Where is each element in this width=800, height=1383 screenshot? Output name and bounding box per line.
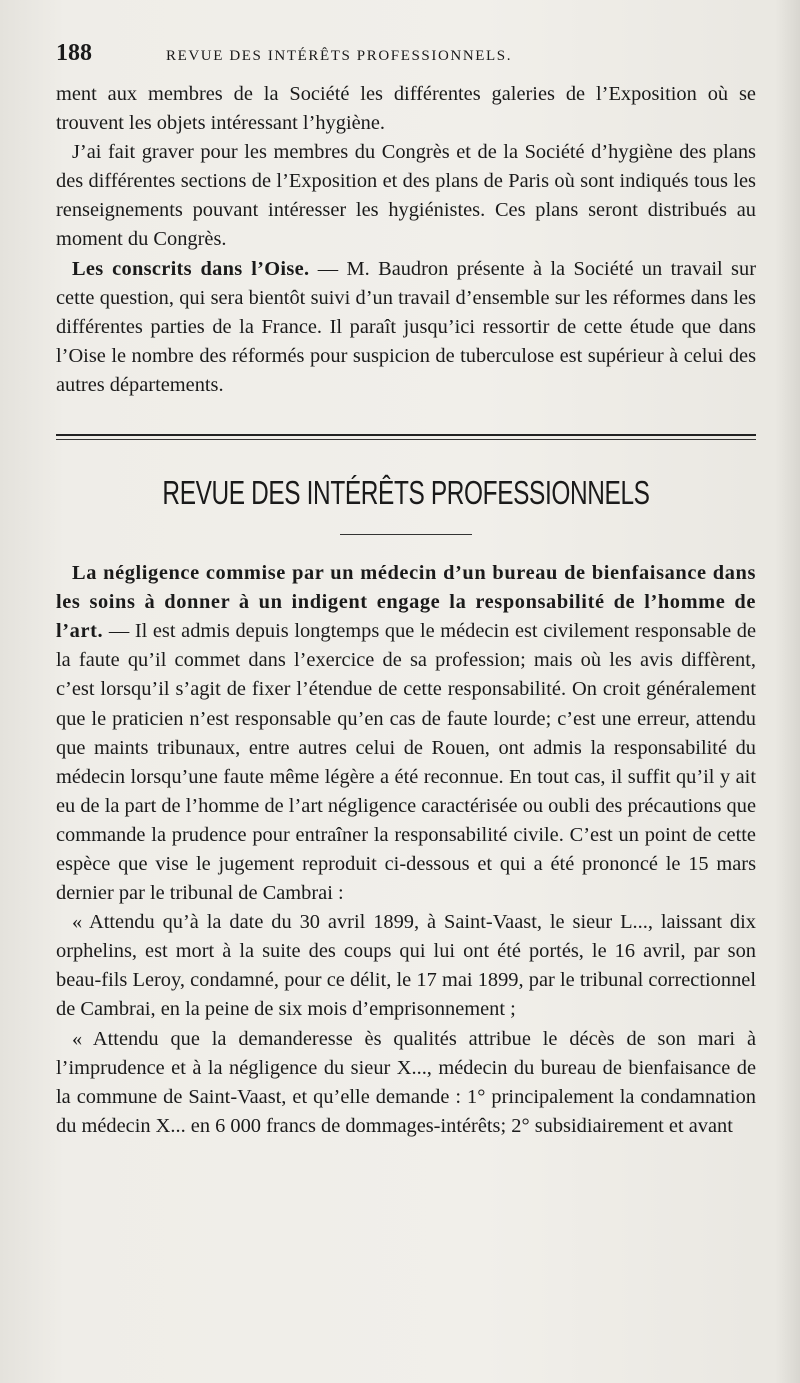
page-gutter-shadow <box>774 0 800 1383</box>
paragraph-conscrits <box>56 255 756 400</box>
paragraph-attendu-1: « Attendu qu’à la date du 30 avril 1899, à Saint-Vaast, le sieur L..., laissant dix orphelins, est mort à la suite des coups qui lui ont été portés, le 16 avril, par son beau-fils Leroy, condamné, pour ce délit, le 17 mai 1899, par le tribunal correctionnel de Cambrai, en la peine de six mois d’emprisonnement ; <box>56 911 756 1021</box>
paragraph-negligence <box>56 559 756 908</box>
paragraph-lead-negligence: La négligence commise par un médecin d’un bureau de bienfaisance dans les soins à donner à un indigent engage la responsabilité de l’homme de l’art. <box>56 562 756 643</box>
paragraph-attendu-2: « Attendu que la demanderesse ès qualités attribue le décès de son mari à l’imprudence et à la négligence du sieur X..., médecin du bureau de bienfaisance de la commune de Saint-Vaast, et qu’elle demande : 1° principalement la condamnation du médecin X... en 6 000 francs de dommages-intérêts; 2° subsidiairement et avant <box>56 1027 756 1137</box>
page-number: 188 <box>56 40 92 66</box>
running-title: REVUE DES INTÉRÊTS PROFESSIONNELS. <box>166 48 513 64</box>
paragraph-body-negligence: — Il est admis depuis longtemps que le médecin est civilement responsable de la faute qu’il commet dans l’exercice de sa profession; mais où les avis diffèrent, c’est lorsqu’il s’agit de fixer l’étendue de cette responsabilité. On croit généralement que le praticien n’est responsable qu’en cas de faute lourde; c’est une erreur, attendu que maints tribunaux, entre autres celui de Rouen, ont admis la responsabilité du médecin lorsqu’une faute même légère a été reconnue. En tout cas, il suffit qu’il y ait eu de la part de l’homme de l’art négligence caractérisée ou oubli des précautions que commande la prudence pour entraîner la responsabilité civile. C’est un point de cette espèce que vise le jugement reproduit ci-dessous et qui a été prononcé le 15 mars dernier par le tribunal de Cambrai : <box>56 620 756 905</box>
rule-thick <box>56 434 756 436</box>
double-rule-divider <box>56 434 756 440</box>
short-rule <box>340 534 472 535</box>
paragraph-lead-conscrits: Les conscrits dans l’Oise. <box>72 257 310 280</box>
running-header <box>56 40 756 80</box>
paragraph-body-conscrits: — M. Baudron présente à la Société un travail sur cette question, qui sera bientôt suivi d’un travail d’ensemble sur les réformes dans les différentes parties de la France. Il paraît jusqu’ici ressortir de cette étude que dans l’Oise le nombre des réformés pour suspicion de tuberculose est supérieur à celui des autres départements. <box>56 257 756 396</box>
paragraph-continued: ment aux membres de la Société les différentes galeries de l’Exposition où se trouvent les objets intéressant l’hygiène. <box>56 83 756 135</box>
paragraph-plans: J’ai fait graver pour les membres du Congrès et de la Société d’hygiène des plans des différentes sections de l’Exposition et des plans de Paris où sont indiqués tous les renseignements pouvant intéresser les hygiénistes. Ces plans seront distribués au moment du Congrès. <box>56 141 756 251</box>
section-title: REVUE DES INTÉRÊTS PROFESSIONNELS <box>162 474 650 512</box>
rule-thin <box>56 439 756 440</box>
